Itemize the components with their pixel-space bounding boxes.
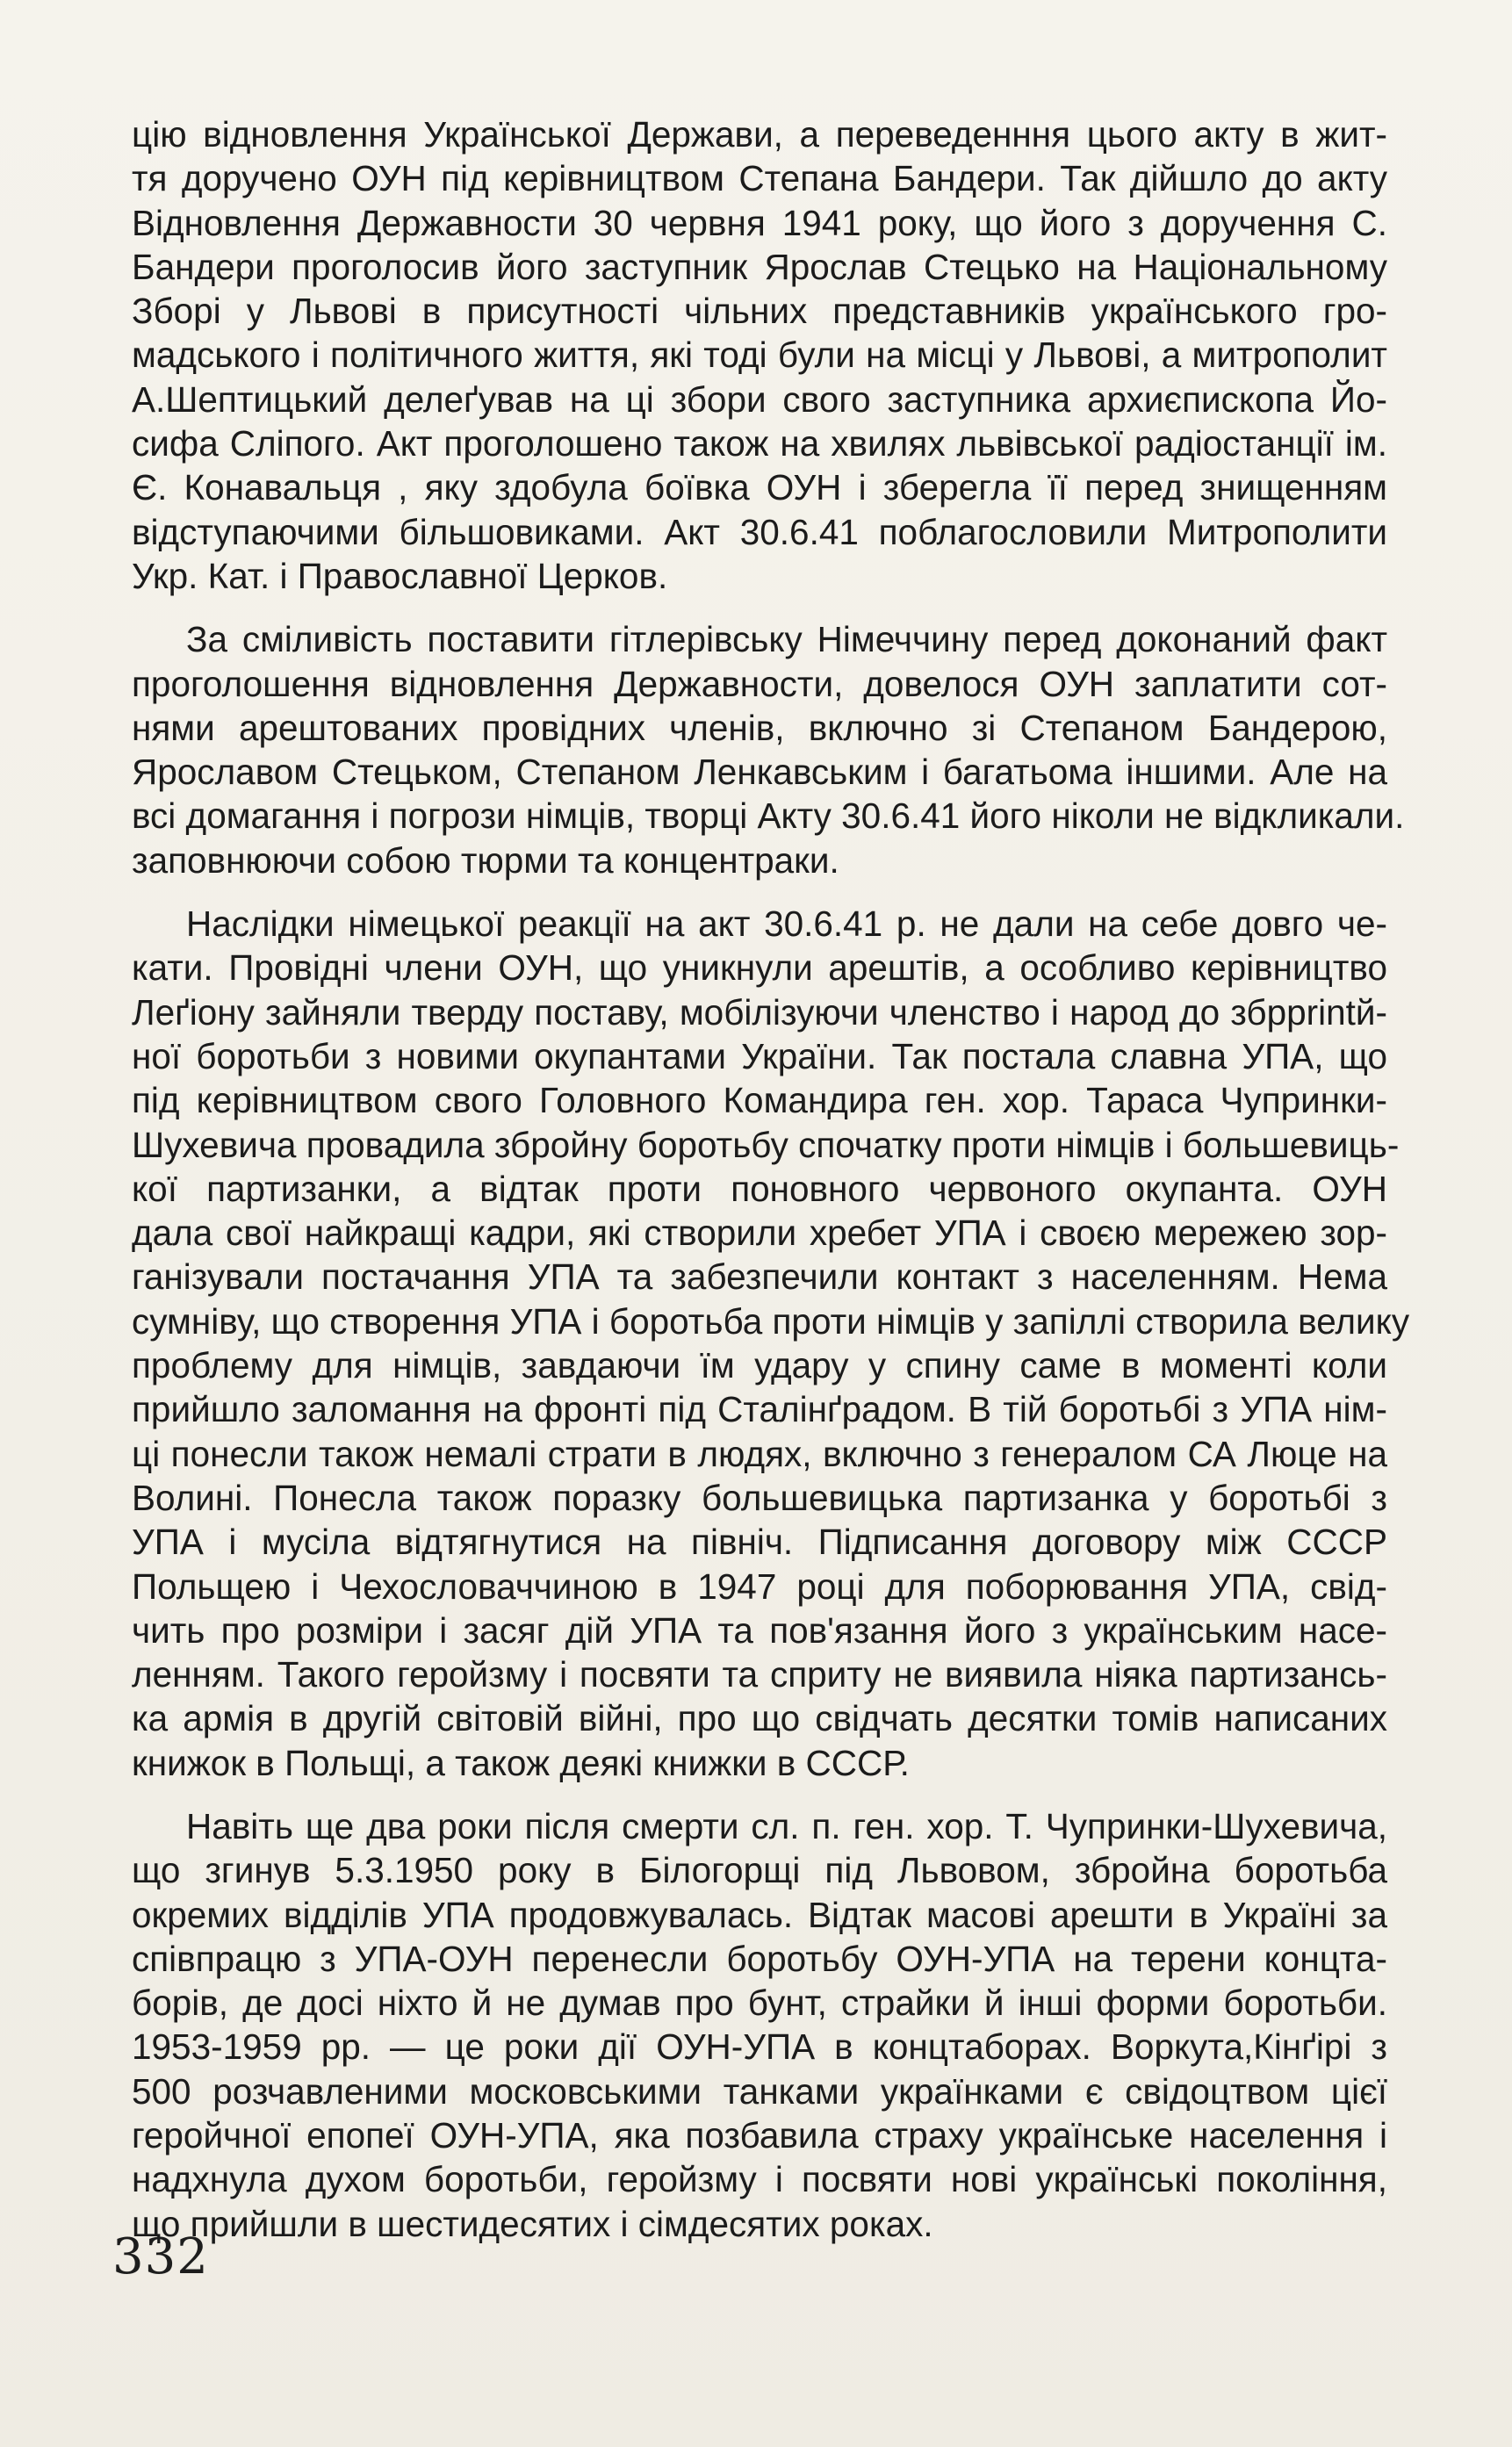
text-line: сифа Сліпого. Акт проголошено також на хвилях львівської радіостанції ім. xyxy=(132,423,1387,464)
text-line: дала свої найкращі кадри, які створили хребет УПА і своєю мережею зор- xyxy=(132,1213,1387,1254)
page-number: 332 xyxy=(112,2228,209,2285)
text-line: Ярославом Стецьком, Степаном Ленкавським і багатьома іншими. Але на xyxy=(132,752,1387,793)
paragraph-4 xyxy=(132,1804,1387,2246)
text-line: окремих відділів УПА продовжувалась. Відтак масові арешти в Україні за xyxy=(132,1894,1387,1935)
text-line: Є. Конавальця , яку здобула боївка ОУН і зберегла її перед знищенням xyxy=(132,467,1387,508)
text-line: ці понесли також немалі страти в людях, включно з генералом СА Люце на xyxy=(132,1433,1387,1474)
paragraph-2 xyxy=(132,617,1405,882)
text-line: проголошення відновлення Державности, довелося ОУН заплатити сот- xyxy=(132,663,1387,704)
text-line: ганізували постачання УПА та забезпечили контакт з населенням. Нема xyxy=(132,1256,1387,1298)
text-line: ної боротьби з новими окупантами України. Так постала славна УПА, що xyxy=(132,1035,1387,1076)
text-line: Навіть ще два роки після смерти сл. п. ген. хор. Т. Чупринки-Шухевича, xyxy=(186,1805,1387,1846)
text-line: прийшло заломання на фронті під Сталінґрадом. В тій боротьбі з УПА нім- xyxy=(132,1389,1387,1430)
text-line: що прийшли в шестидесятих і сімдесятих роках. xyxy=(132,2203,933,2244)
text-line: тя доручено ОУН під керівництвом Степана Бандери. Так дійшло до акту xyxy=(132,158,1387,199)
text-line: Бандери проголосив його заступник Ярослав Стецько на Національному xyxy=(132,246,1387,287)
text-line: відступаючими більшовиками. Акт 30.6.41 поблагословили Митрополити xyxy=(132,511,1387,552)
text-line: ленням. Такого геройзму і посвяти та сприту не виявила ніяка партизансь- xyxy=(132,1654,1387,1695)
paragraph-1 xyxy=(132,112,1387,598)
text-line: Відновлення Державности 30 червня 1941 року, що його з доручення С. xyxy=(132,202,1387,243)
text-line: надхнула духом боротьби, геройзму і посвяти нові українські покоління, xyxy=(132,2159,1387,2200)
body-text xyxy=(132,112,1410,2265)
text-line: сумніву, що створення УПА і боротьба проти німців у запіллі створила велику xyxy=(132,1300,1410,1342)
text-line: Наслідки німецької реакції на акт 30.6.41 р. не дали на себе довго че- xyxy=(186,903,1387,945)
text-line: кої партизанки, а відтак проти поновного червоного окупанта. ОУН xyxy=(132,1168,1387,1209)
text-line: співпрацю з УПА-ОУН перенесли боротьбу ОУН-УПА на терени концта- xyxy=(132,1938,1387,1979)
text-line: За сміливість поставити гітлерівську Німеччину перед доконаний факт xyxy=(186,619,1387,660)
text-line: що згинув 5.3.1950 року в Білогорщі під Львовом, збройна боротьба xyxy=(132,1850,1387,1891)
text-line: кати. Провідні члени ОУН, що уникнули арештів, а особливо керівництво xyxy=(132,947,1387,989)
text-line: мадського і політичного життя, які тоді були на місці у Львові, а митрополит xyxy=(132,335,1387,376)
text-line: Волині. Понесла також поразку большевицька партизанка у боротьбі з xyxy=(132,1477,1387,1518)
text-line: чить про розміри і засяг дій УПА та пов'язання його з українським насе- xyxy=(132,1609,1387,1651)
text-line: УПА і мусіла відтягнутися на північ. Підписання договору між СССР xyxy=(132,1522,1387,1563)
text-line: Леґіону зайняли тверду поставу, мобілізуючи членство і народ до збрprintй- xyxy=(132,991,1387,1033)
text-line: Шухевича провадила збройну боротьбу спочатку проти німців і большевиць- xyxy=(132,1124,1400,1165)
text-line: борів, де досі ніхто й не думав про бунт, страйки й інші форми боротьби. xyxy=(132,1983,1387,2024)
text-line: 500 розчавленими московськими танками українками є свідоцтвом цієї xyxy=(132,2070,1387,2112)
text-line: всі домагання і погрози німців, творці Акту 30.6.41 його ніколи не відкликали. xyxy=(132,795,1405,837)
paragraph-3 xyxy=(132,902,1410,1785)
text-line: заповнюючи собою тюрми та концентраки. xyxy=(132,839,839,881)
text-line: книжок в Польщі, а також деякі книжки в СССР. xyxy=(132,1742,910,1783)
text-line: А.Шептицький делеґував на ці збори свого заступника архиєпископа Йо- xyxy=(132,378,1387,420)
text-line: Укр. Кат. і Православної Церков. xyxy=(132,555,668,596)
text-line: Зборі у Львові в присутності чільних представників українського гро- xyxy=(132,291,1387,332)
text-line: геройчної епопеї ОУН-УПА, яка позбавила страху українське населення і xyxy=(132,2115,1387,2156)
text-line: Польщею і Чехословаччиною в 1947 році для поборювання УПА, свід- xyxy=(132,1565,1387,1607)
text-line: проблему для німців, завдаючи їм удару у спину саме в моменті коли xyxy=(132,1345,1387,1386)
text-line: ка армія в другій світовій війні, про що свідчать десятки томів написаних xyxy=(132,1698,1387,1739)
text-line: під керівництвом свого Головного Командира ген. хор. Тараса Чупринки- xyxy=(132,1080,1387,1121)
text-line: 1953-1959 рр. — це роки дії ОУН-УПА в концтаборах. Воркута,Кінґірі з xyxy=(132,2026,1387,2068)
text-line: нями арештованих провідних членів, включно зі Степаном Бандерою, xyxy=(132,707,1387,748)
text-line: цію відновлення Української Держави, а переведенння цього акту в жит- xyxy=(132,114,1387,155)
